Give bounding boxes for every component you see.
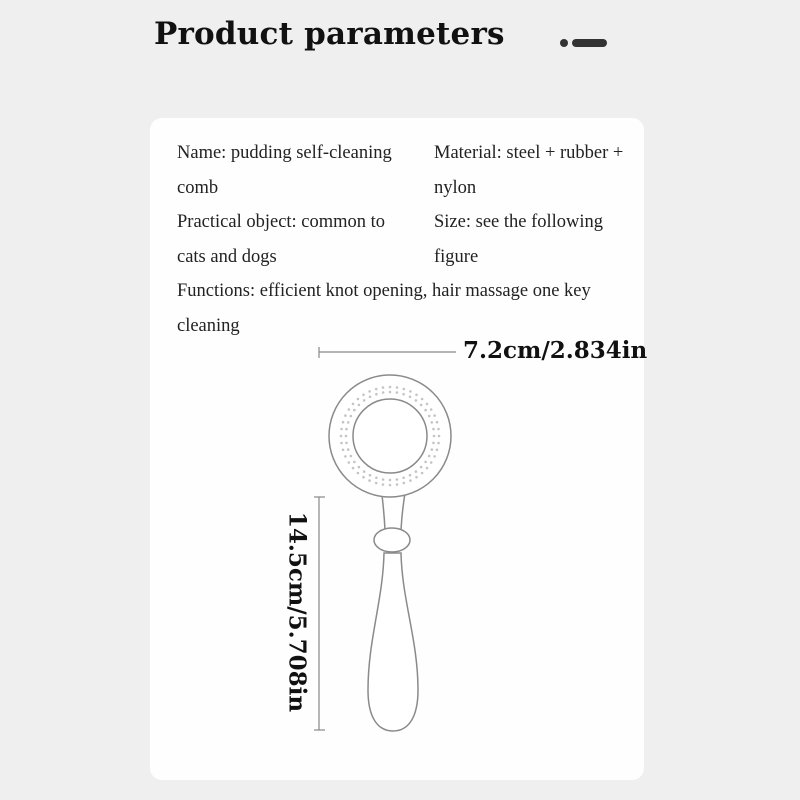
param-functions: Functions: efficient knot opening, hair massage one key cleaning <box>177 281 591 336</box>
bristle-dot <box>424 461 427 464</box>
comb-joint <box>374 528 410 552</box>
bristle-dot <box>415 394 418 397</box>
bristle-dot <box>403 388 406 391</box>
bristle-dot <box>437 428 440 431</box>
bristle-dot <box>340 442 343 445</box>
bristle-dot <box>402 477 405 480</box>
bristle-dot <box>424 409 427 412</box>
bristle-dot <box>438 435 441 438</box>
bristle-dot <box>362 394 365 397</box>
bristle-dot <box>357 472 360 475</box>
bristle-dot <box>363 399 366 402</box>
bristle-dot <box>375 388 378 391</box>
bristle-dot <box>433 435 436 438</box>
bristle-dot <box>342 449 345 452</box>
bristle-dot <box>431 448 434 451</box>
bristle-dot <box>357 398 360 401</box>
bristle-dot <box>342 421 345 424</box>
bristle-dot <box>358 466 361 469</box>
length-dimension-line <box>314 497 325 730</box>
bristle-dot <box>350 455 353 458</box>
bristle-dot <box>369 474 372 477</box>
bristle-dot <box>389 484 392 487</box>
bristle-dot <box>436 421 439 424</box>
bristle-dot <box>347 421 350 424</box>
bristle-dot <box>409 474 412 477</box>
bristle-dot <box>350 415 353 418</box>
bristle-dot <box>409 479 412 482</box>
bristle-dot <box>362 476 365 479</box>
bristle-dot <box>432 442 435 445</box>
bristle-dot <box>375 477 378 480</box>
bristle-dot <box>396 483 399 486</box>
bristle-dot <box>348 461 351 464</box>
bristle-dot <box>436 449 439 452</box>
bristle-dot <box>353 409 356 412</box>
comb-handle <box>368 553 418 731</box>
bristle-dot <box>420 404 423 407</box>
param-practical-object: Practical object: common to cats and dogs <box>177 212 386 267</box>
bristle-dot <box>426 403 429 406</box>
bristle-dot <box>409 390 412 393</box>
bristle-dot <box>368 479 371 482</box>
bristle-dot <box>368 390 371 393</box>
bristle-dot <box>340 435 343 438</box>
bristle-dot <box>369 396 372 399</box>
page-title: Product parameters <box>154 16 505 52</box>
bristle-dot <box>437 442 440 445</box>
bristle-dot <box>382 391 385 394</box>
bristle-dot <box>347 448 350 451</box>
bristle-dot <box>358 404 361 407</box>
bristle-dot <box>433 455 436 458</box>
bristle-dot <box>433 414 436 417</box>
bristle-dot <box>396 386 399 389</box>
bristle-dot <box>389 391 392 394</box>
bristle-dot <box>345 428 348 431</box>
comb-head-inner <box>353 399 427 473</box>
bristle-dot <box>430 408 433 411</box>
bristle-dot <box>430 461 433 464</box>
bristle-dot <box>389 386 392 389</box>
bristle-dot <box>396 478 399 481</box>
bristle-dot <box>345 442 348 445</box>
bristle-dot <box>375 393 378 396</box>
bristle-dot <box>431 421 434 424</box>
bristle-dot <box>344 414 347 417</box>
bristle-dot <box>415 470 418 473</box>
bristle-dot <box>353 461 356 464</box>
bristle-dot <box>389 479 392 482</box>
param-name: Name: pudding self-cleaning comb <box>177 143 392 198</box>
bristle-dot <box>421 472 424 475</box>
bristle-dot <box>402 393 405 396</box>
bristle-dot <box>348 408 351 411</box>
bristle-dot <box>421 398 424 401</box>
bristle-dot <box>382 483 385 486</box>
bristle-dot <box>375 482 378 485</box>
param-material: Material: steel + rubber + nylon <box>434 143 624 198</box>
bristle-dot <box>403 482 406 485</box>
bristle-dot <box>396 391 399 394</box>
bristle-dot <box>345 435 348 438</box>
width-dimension-line <box>319 347 456 358</box>
bristle-dot <box>432 428 435 431</box>
bristle-dot <box>409 396 412 399</box>
bristle-dot <box>352 403 355 406</box>
bristle-dot <box>352 467 355 470</box>
width-dimension-label: 7.2cm/2.834in <box>463 337 648 364</box>
bristle-dot <box>428 415 431 418</box>
bristle-dot <box>415 476 418 479</box>
param-size: Size: see the following figure <box>434 212 604 267</box>
bristle-dot <box>363 470 366 473</box>
bristle-dot <box>344 455 347 458</box>
bristle-dot <box>428 455 431 458</box>
bristle-dot <box>382 478 385 481</box>
bristle-dot <box>420 466 423 469</box>
bristle-dot <box>382 386 385 389</box>
length-dimension-label: 14.5cm/5.708in <box>283 511 311 713</box>
bristle-dot <box>415 399 418 402</box>
bristle-dot <box>426 467 429 470</box>
bristle-dot <box>340 428 343 431</box>
